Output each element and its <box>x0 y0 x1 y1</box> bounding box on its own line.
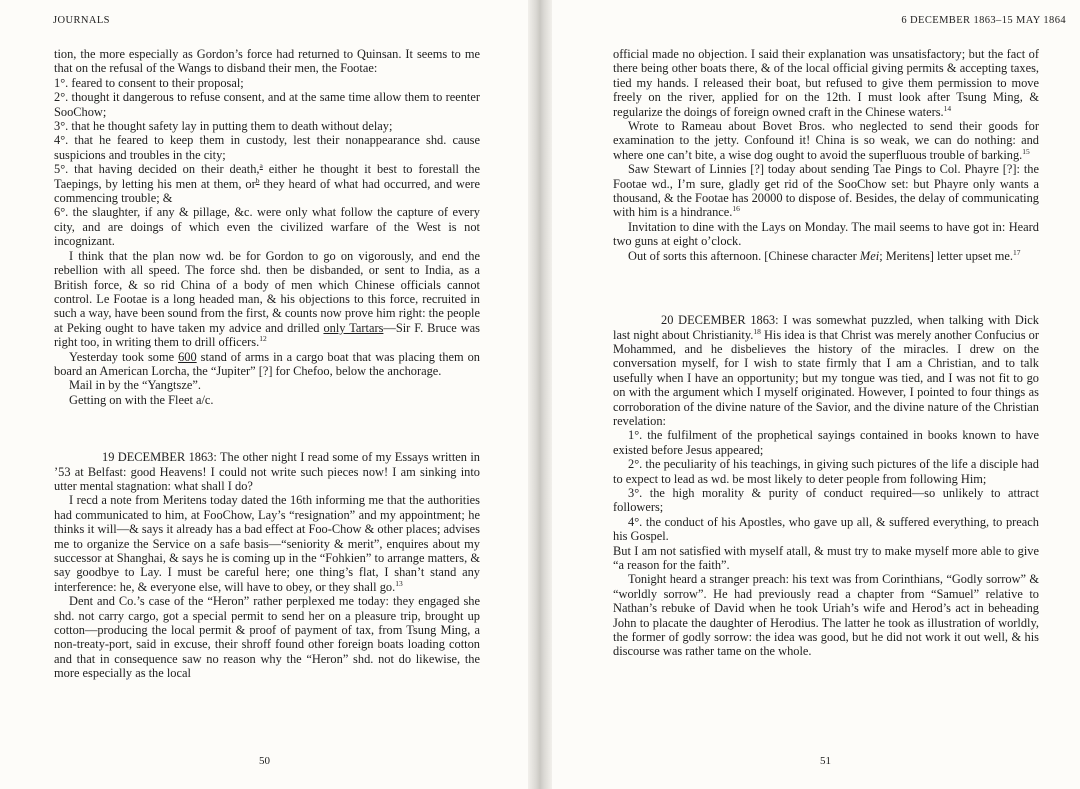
page-number: 50 <box>259 755 270 767</box>
text-run: 20 DECEMBER 1863: I was somewhat puzzled, when talking with Dick last night about Christianity. <box>613 313 1039 342</box>
footnote-marker[interactable]: 12 <box>259 334 267 344</box>
list-item: 1°. feared to consent to their proposal; <box>54 75 244 90</box>
journal-entry-heading: 19 DECEMBER 1863: The other night I read some of my Essays written in ’53 at Belfast: good Heavens! I could not write such pieces now! I am sinking into utter mental stagnation: what shall I do? <box>54 450 480 493</box>
book-gutter <box>528 0 552 789</box>
running-head-left: JOURNALS <box>53 15 110 26</box>
paragraph: But I am not satisfied with myself atall, & must try to make myself more able to give “a reason for the faith”. <box>613 543 1039 572</box>
right-page-body <box>613 47 1039 659</box>
italic-text: Mei <box>859 248 880 263</box>
text-run: a <box>259 161 263 171</box>
paragraph: tion, the more especially as Gordon’s force had returned to Quinsan. It seems to me that on the refusal of the Wangs to disband their men, the Footae: <box>54 47 480 76</box>
paragraph: Invitation to dine with the Lays on Monday. The mail seems to have got in: Heard two guns at eight o’clock. <box>613 219 1039 249</box>
text-run: b <box>255 175 260 185</box>
list-item: 2°. the peculiarity of his teachings, in giving such pictures of the life a disciple had to expect to lead as wd. be most likely to deter people from following Him; <box>613 457 1039 486</box>
text-run: either he thought it best to forestall the Taepings, by letting his men at them, or <box>54 162 480 191</box>
text-run: ; Meritens] letter upset me. <box>879 248 1014 263</box>
list-item: 4°. the conduct of his Apostles, who gave up all, & suffered everything, to preach his Gospel. <box>613 514 1039 544</box>
paragraph: Getting on with the Fleet a/c. <box>69 392 214 407</box>
list-item: 3°. that he thought safety lay in putting them to death without delay; <box>54 119 393 134</box>
footnote-marker[interactable]: 18 <box>753 326 761 336</box>
list-item: 4°. that he feared to keep them in custody, lest their nonappearance shd. cause suspicions and troubles in the city; <box>54 133 480 162</box>
underlined-text: only Tartars <box>323 320 384 335</box>
page-number: 51 <box>820 755 831 767</box>
footnote-marker[interactable]: 14 <box>943 103 952 113</box>
footnote-marker[interactable]: 15 <box>1022 146 1030 156</box>
text-run: I think that the plan now wd. be for Gordon to go on vigorously, and end the rebellion with all speed. The force shd. then be disbanded, or sent to India, as a British force, & so rid China of a body of men which Chinese officials cannot control. Le Footae is a long headed man, & his objections to this force, recruited in such a way, have been sound from the first, & counts now prove him right: the people at Peking ought to have taken my advice and drilled <box>54 248 480 335</box>
text-run: Yesterday took some <box>69 349 179 364</box>
paragraph <box>613 249 1039 263</box>
text-run: 5°. that having decided on their death, <box>54 162 260 177</box>
text-run: Out of sorts this afternoon. [Chinese character <box>628 248 860 263</box>
paragraph <box>613 119 1039 162</box>
paragraph: Tonight heard a stranger preach: his text was from Corinthians, “Godly sorrow” & “worldly sorrow”. He had previously read a chapter from “Samuel” relative to Nathan’s rebuke of David when he took Uriah’s wife and Herod’s act in beheading John to placate the daughter of Herodius. The latter he took as illustration of worldly, the former of godly sorrow: the idea was good, but he did not work it out well, & his discourse was rather tame on the whole. <box>613 572 1039 659</box>
paragraph <box>613 47 1039 119</box>
paragraph <box>54 249 480 350</box>
paragraph: Dent and Co.’s case of the “Heron” rather perplexed me today: they engaged she shd. not carry cargo, got a special permit to send her on a pleasure trip, brought up cotton—producing the local permit & proof of payment of tax, from Tsung Ming, a non-treaty-port, said in excuse, their shroff found other foreign boats loading cotton and that in consequence saw no reason why the “Heron” shd. not do likewise, the more especially as the local <box>54 594 480 681</box>
section-break <box>613 263 1039 313</box>
running-head-right: 6 DECEMBER 1863–15 MAY 1864 <box>901 15 1066 26</box>
section-break <box>54 407 480 450</box>
text-run: I recd a note from Meritens today dated the 16th informing me that the authorities had communicated to him, at FooChow, Lay’s “resignation” and my appointment; he thinks it will—& says it already has a bad effect at Foo-Chow & other places; advises me to organize the Service on a safe basis—“seniority & merit”, enquires about my successor at Shanghai, & says he is coming up in the “Fohkien” to arrange matters, & say goodbye to Lay. I must be careful here; one thing’s flat, I shan’t stand any interference: he, & everyone else, will have to obey, or they shall go. <box>54 493 480 594</box>
list-item <box>54 162 480 205</box>
text-run: they heard of what had occurred, and were commencing trouble; & <box>54 176 480 206</box>
text-run: Wrote to Rameau about Bovet Bros. who neglected to send their goods for examination to the jetty. Confound it! China is so weak, we can do nothing: and where one can’t bite, a wise dog ought to avoid the superfluous trouble of barking. <box>613 119 1039 162</box>
journal-entry-heading <box>613 313 1039 428</box>
text-run: —Sir F. Bruce was right too, in writing them to drill officers. <box>54 320 480 350</box>
list-item: 3°. the high morality & purity of conduct required—so unlikely to attract followers; <box>613 485 1039 515</box>
right-page <box>552 0 1080 789</box>
text-run: Saw Stewart of Linnies [?] today about sending Tae Pings to Col. Phayre [?]: the Footae wd., I’m sure, gladly get rid of the SooChow set: but Phayre only wants a thousand, & the Footae has 20000 to dispose of. Besides, the delay of communicating with him is a hindrance. <box>613 162 1039 220</box>
paragraph <box>613 162 1039 220</box>
left-page-body <box>54 47 480 681</box>
paragraph: Mail in by the “Yangtsze”. <box>69 378 201 393</box>
text-run: His idea is that Christ was merely another Confucius or Mohammed, and he disbelieves the history of the miracles. I drew on the conversation myself, for I wish to state firmly that I am a Christian, and to talk usefully when I have an opportunity; but my tongue was tied, and I was not fit to go on with the argument which I myself originated. However, I pointed to four things as corroboration of the divine nature of the Savior, and the divine nature of the Christian revelation: <box>613 327 1039 428</box>
underlined-text: 600 <box>178 349 197 364</box>
footnote-marker[interactable]: 16 <box>732 204 740 214</box>
text-run: official made no objection. I said their explanation was unsatisfactory; but the fact of there being other boats there, & of the local official giving permits & accepting taxes, tied my hands. I released their boat, but refused to give them permission to move freely on the river, applied for on the 12th. I must look after Tsung Ming, & regularize the doings of foreign owned craft in the Chinese waters. <box>613 47 1039 119</box>
list-item: 6°. the slaughter, if any & pillage, &c. were only what follow the capture of every city, and are doings of which even the civilized warfare of the West is not incognizant. <box>54 205 480 249</box>
list-item: 2°. thought it dangerous to refuse consent, and at the same time allow them to reenter SooChow; <box>54 90 480 119</box>
left-page <box>0 0 528 789</box>
paragraph <box>54 493 480 594</box>
paragraph <box>54 350 480 379</box>
footnote-marker[interactable]: 17 <box>1013 247 1021 257</box>
footnote-marker[interactable]: 13 <box>395 578 403 588</box>
list-item: 1°. the fulfilment of the prophetical sayings contained in books known to have existed before Jesus appeared; <box>613 428 1039 457</box>
text-run: stand of arms in a cargo boat that was placing them on board an American Lorcha, the “Jupiter” [?] for Chefoo, below the anchorage. <box>54 349 480 378</box>
